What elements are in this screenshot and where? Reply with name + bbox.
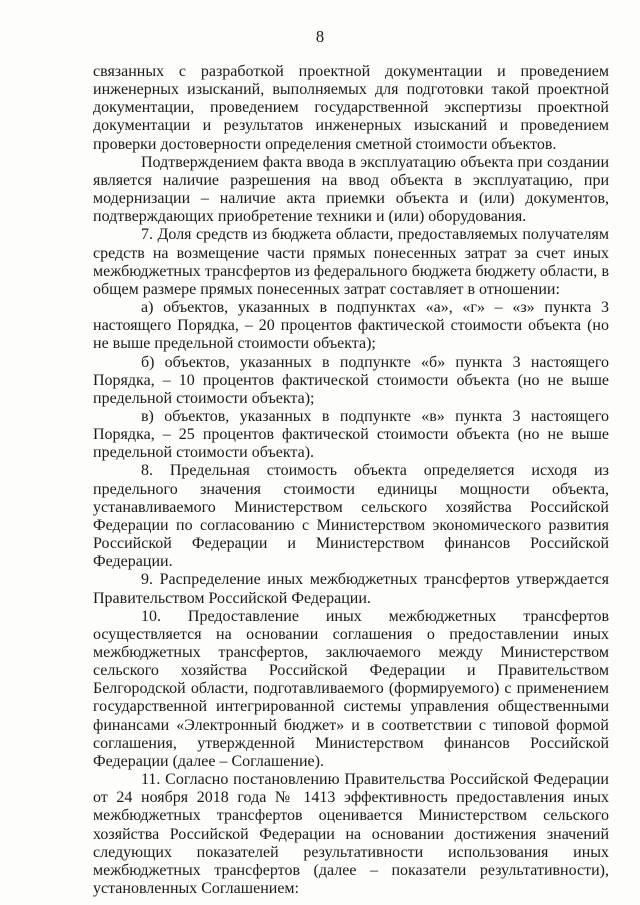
paragraph-7-b: б) объектов, указанных в подпункте «б» пункта 3 настоящего Порядка, – 10 процентов фактической стоимости объекта (но не выше предельной стоимости объекта);: [93, 353, 609, 407]
paragraph-commissioning-proof: Подтверждением факта ввода в эксплуатацию объекта при создании является наличие разрешения на ввод объекта в эксплуатацию, при модернизации – наличие акта приемки объекта и (или) документов, подтверждающих приобретение техники и (или) оборудования.: [93, 153, 609, 226]
paragraph-7-a: а) объектов, указанных в подпунктах «а», «г» – «з» пункта 3 настоящего Порядка, – 20 процентов фактической стоимости объекта (но не выше предельной стоимости объекта);: [93, 299, 609, 353]
body-text: [93, 63, 609, 898]
paragraph-7-c: в) объектов, указанных в подпункте «в» пункта 3 настоящего Порядка, – 25 процентов фактической стоимости объекта (но не выше предельной стоимости объекта).: [93, 407, 609, 462]
page-number: 8: [315, 27, 325, 46]
paragraph-8: 8. Предельная стоимость объекта определяется исходя из предельного значения стоимости единицы мощности объекта, устанавливаемого Министерством сельского хозяйства Российской Федерации по согласованию с Министерством экономического развития Российской Федерации и Министерством финансов Российской Федерации.: [93, 462, 609, 571]
paragraph-9: 9. Распределение иных межбюджетных трансфертов утверждается Правительством Российской Федерации.: [93, 571, 609, 607]
paragraph-11: 11. Согласно постановлению Правительства Российской Федерации от 24 ноября 2018 года № 1413 эффективность предоставления иных межбюджетных трансфертов оценивается Министерством сельского хозяйства Российской Федерации на основании достижения значений следующих показателей результативности использования иных межбюджетных трансфертов (далее – показатели результативности), установленных Соглашением:: [93, 771, 609, 898]
paragraph-continuation: связанных с разработкой проектной документации и проведением инженерных изысканий, выполняемых для подготовки такой проектной документации, проведением государственной экспертизы проектной документации и результатов инженерных изысканий и проведением проверки достоверности определения сметной стоимости объектов.: [93, 63, 609, 153]
paragraph-7: 7. Доля средств из бюджета области, предоставляемых получателям средств на возмещение части прямых понесенных затрат за счет иных межбюджетных трансфертов из федерального бюджета бюджету области, в общем размере прямых понесенных затрат составляет в отношении:: [93, 226, 609, 298]
paragraph-10: 10. Предоставление иных межбюджетных трансфертов осуществляется на основании соглашения о предоставлении иных межбюджетных трансфертов, заключаемого между Министерством сельского хозяйства Российской Федерации и Правительством Белгородской области, подготавливаемого (формируемого) с применением государственной интегрированной системы управления общественными финансами «Электронный бюджет» и в соответствии с типовой формой соглашения, утвержденной Министерством финансов Российской Федерации (далее – Соглашение).: [93, 607, 609, 770]
